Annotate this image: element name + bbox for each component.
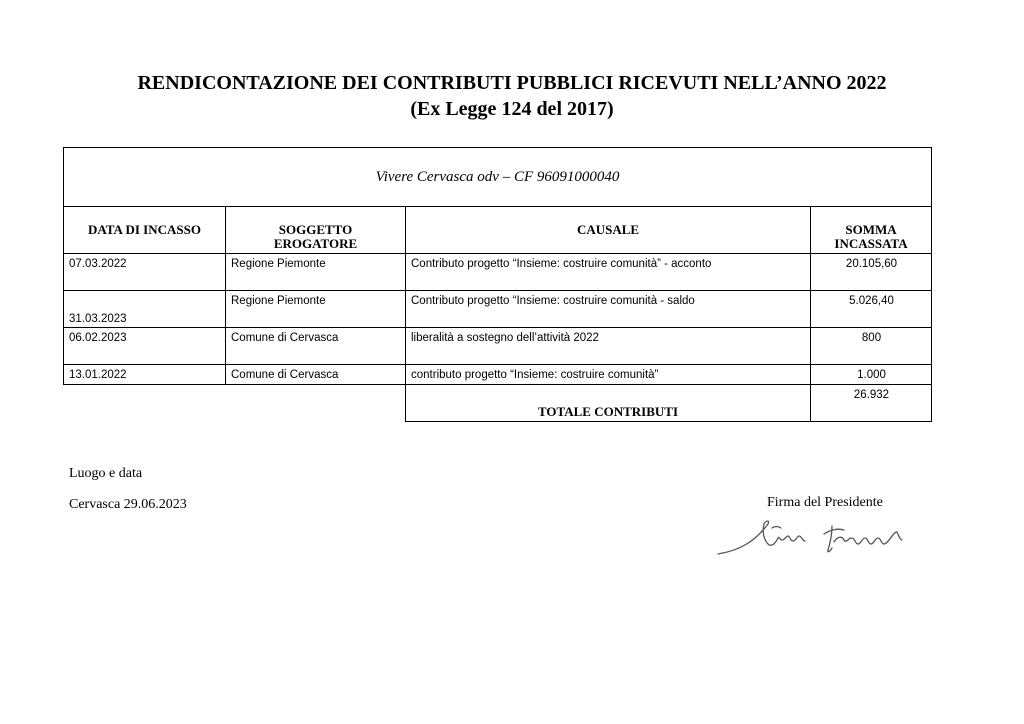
row-subject: Regione Piemonte [226,254,406,291]
row-subject: Comune di Cervasca [226,328,406,365]
column-header-reason: CAUSALE [406,207,811,254]
row-reason: liberalità a sostegno dell’attività 2022 [406,328,811,365]
place-date: Cervasca 29.06.2023 [69,497,187,512]
document-title: RENDICONTAZIONE DEI CONTRIBUTI PUBBLICI RICEVUTI NELL’ANNO 2022 [137,72,887,94]
row-amount: 1.000 [811,365,932,385]
column-header-date: DATA DI INCASSO [64,207,226,254]
column-header-amount: SOMMA INCASSATA [811,207,932,254]
table-row [64,328,932,365]
total-row [64,385,932,422]
total-value: 26.932 [811,385,932,422]
contributions-table [63,147,932,422]
row-reason: contributo progetto “Insieme: costruire comunità” [406,365,811,385]
table-row [64,365,932,385]
table-row [64,254,932,291]
total-label: TOTALE CONTRIBUTI [406,385,811,422]
row-date: 31.03.2023 [64,291,226,328]
row-date: 13.01.2022 [64,365,226,385]
row-amount: 20.105,60 [811,254,932,291]
table-header-row [64,207,932,254]
place-label: Luogo e data [69,466,143,481]
column-header-subject: SOGGETTO EROGATORE [226,207,406,254]
empty-cell [64,385,406,422]
table-row [64,291,932,328]
row-amount: 5.026,40 [811,291,932,328]
row-subject: Comune di Cervasca [226,365,406,385]
row-date: 07.03.2022 [64,254,226,291]
handwritten-signature-icon [712,514,912,560]
row-reason: Contributo progetto “Insieme: costruire comunità - saldo [406,291,811,328]
signature-label: Firma del Presidente [767,495,883,510]
organization-name: Vivere Cervasca odv – CF 96091000040 [64,148,932,207]
document-subtitle: (Ex Legge 124 del 2017) [410,98,614,120]
row-subject: Regione Piemonte [226,291,406,328]
row-date: 06.02.2023 [64,328,226,365]
row-reason: Contributo progetto “Insieme: costruire comunità” - acconto [406,254,811,291]
row-amount: 800 [811,328,932,365]
